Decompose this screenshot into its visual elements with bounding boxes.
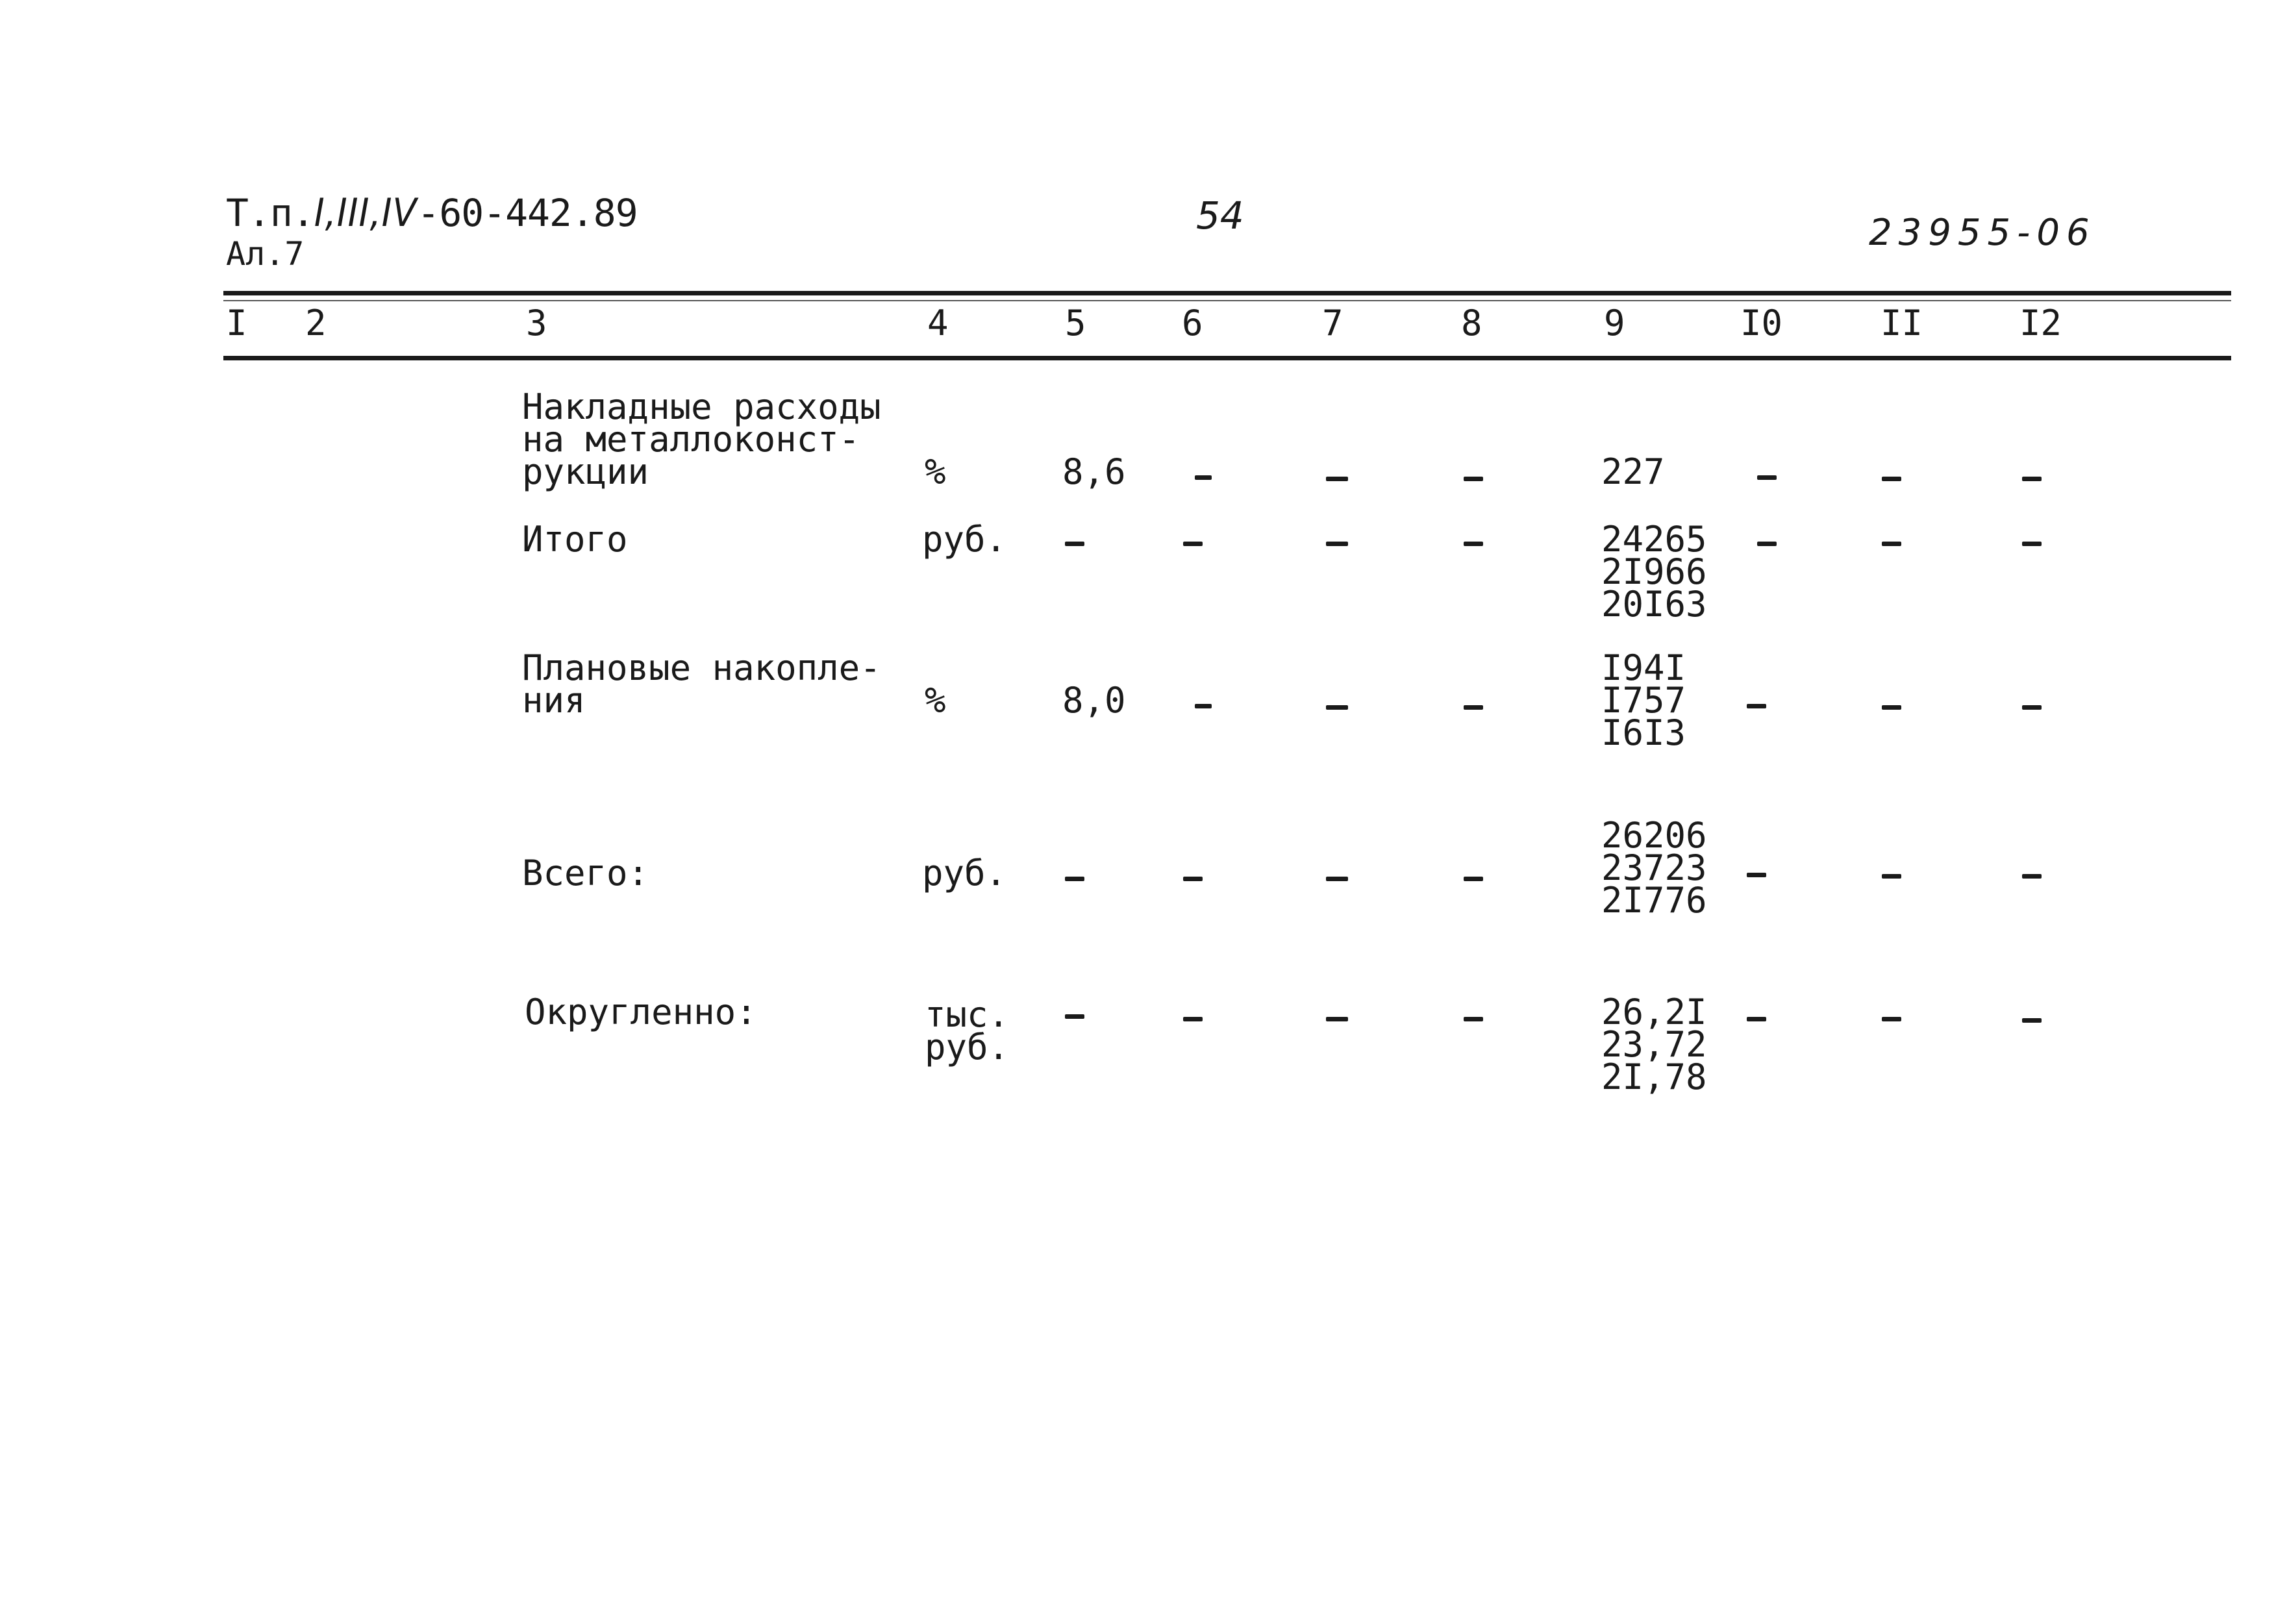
- row-name-line: Накладные расходы: [522, 386, 881, 427]
- row-value-col5: 8,0: [1062, 680, 1126, 721]
- table-row: [522, 386, 881, 492]
- row-value-col9: [1601, 647, 1686, 753]
- dash-mark: [2022, 705, 2042, 710]
- column-number-8: 8: [1461, 303, 1482, 344]
- column-number-10: I0: [1740, 303, 1783, 344]
- table-top-rule-thin: [223, 300, 2231, 301]
- dash-mark: [1065, 877, 1084, 881]
- doc-prefix: Т.п.: [226, 191, 314, 235]
- table-row: [522, 853, 649, 893]
- value-line: 26206: [1601, 815, 1707, 856]
- row-name-line: Всего:: [522, 853, 649, 893]
- dash-mark: [1464, 877, 1483, 881]
- value-line: I6I3: [1601, 712, 1686, 753]
- dash-mark: [1464, 1017, 1483, 1021]
- dash-mark: [1183, 877, 1203, 881]
- dash-mark: [2022, 542, 2042, 546]
- table-row: [522, 519, 628, 560]
- column-number-3: 3: [526, 303, 547, 344]
- row-value-col5: 8,6: [1062, 451, 1126, 492]
- dash-mark: [1757, 475, 1777, 480]
- dash-mark: [2022, 874, 2042, 879]
- row-value-col9: [1601, 992, 1707, 1097]
- column-number-7: 7: [1322, 303, 1343, 344]
- column-number-11: II: [1881, 303, 1923, 344]
- dash-mark: [2022, 1018, 2042, 1023]
- table-header-rule: [223, 356, 2231, 360]
- album-number: Ал.7: [226, 235, 305, 273]
- column-number-2: 2: [305, 303, 327, 344]
- dash-mark: [1747, 704, 1766, 708]
- column-number-5: 5: [1065, 303, 1086, 344]
- value-line: 23723: [1601, 847, 1707, 888]
- dash-mark: [1747, 873, 1766, 877]
- dash-mark: [2022, 477, 2042, 481]
- dash-mark: [1882, 874, 1901, 879]
- row-unit: [925, 994, 1010, 1068]
- value-line: 227: [1601, 451, 1665, 492]
- row-name-line: рукции: [522, 451, 649, 492]
- row-unit: %: [925, 680, 946, 721]
- dash-mark: [1326, 877, 1348, 881]
- row-name-line: Плановые накопле-: [522, 647, 881, 688]
- dash-mark: [1326, 477, 1348, 481]
- row-value-col9: [1601, 519, 1707, 625]
- value-line: I94I: [1601, 647, 1686, 688]
- dash-mark: [1195, 475, 1212, 480]
- column-number-1: I: [226, 303, 247, 344]
- dash-mark: [1757, 542, 1777, 546]
- row-value-col9: [1601, 815, 1707, 921]
- column-number-9: 9: [1604, 303, 1625, 344]
- row-unit: руб.: [922, 853, 1007, 893]
- dash-mark: [1882, 1017, 1901, 1021]
- dash-mark: [1065, 542, 1084, 546]
- page-number: 54: [1196, 194, 1244, 238]
- table-row: [525, 992, 757, 1032]
- value-line: 26,2I: [1601, 992, 1707, 1032]
- dash-mark: [1464, 542, 1483, 546]
- dash-mark: [1882, 705, 1901, 710]
- value-line: 24265: [1601, 519, 1707, 560]
- row-value-col9: [1601, 451, 1665, 492]
- dash-mark: [1464, 705, 1483, 710]
- row-name-line: Округленно:: [525, 992, 757, 1032]
- row-unit: руб.: [922, 519, 1007, 560]
- column-number-4: 4: [927, 303, 949, 344]
- doc-suffix: -60-442.89: [417, 191, 638, 235]
- row-name-line: на металлоконст-: [522, 419, 860, 460]
- dash-mark: [1195, 704, 1212, 708]
- dash-mark: [1326, 542, 1348, 546]
- dash-mark: [1882, 477, 1901, 481]
- unit-line: руб.: [925, 1027, 1010, 1068]
- dash-mark: [1183, 1017, 1203, 1021]
- dash-mark: [1326, 705, 1348, 710]
- value-line: I757: [1601, 680, 1686, 721]
- value-line: 2I776: [1601, 880, 1707, 921]
- table-top-rule: [223, 291, 2231, 295]
- dash-mark: [1065, 1014, 1084, 1019]
- column-number-12: I2: [2019, 303, 2062, 344]
- row-name-line: Итого: [522, 519, 628, 560]
- row-unit: %: [925, 451, 946, 492]
- dash-mark: [1183, 542, 1203, 546]
- doc-series: I,III,IV: [314, 190, 418, 236]
- dash-mark: [1882, 542, 1901, 546]
- value-line: 2I,78: [1601, 1056, 1707, 1097]
- dash-mark: [1464, 477, 1483, 481]
- document-code: [226, 190, 638, 236]
- archive-number: 23955-06: [1869, 212, 2096, 254]
- column-number-6: 6: [1182, 303, 1203, 344]
- value-line: 2I966: [1601, 551, 1707, 592]
- dash-mark: [1747, 1017, 1766, 1021]
- dash-mark: [1326, 1017, 1348, 1021]
- row-name-line: ния: [522, 680, 586, 721]
- table-row: [522, 647, 881, 721]
- value-line: 20I63: [1601, 584, 1707, 625]
- unit-line: тыс.: [925, 994, 1010, 1035]
- value-line: 23,72: [1601, 1024, 1707, 1065]
